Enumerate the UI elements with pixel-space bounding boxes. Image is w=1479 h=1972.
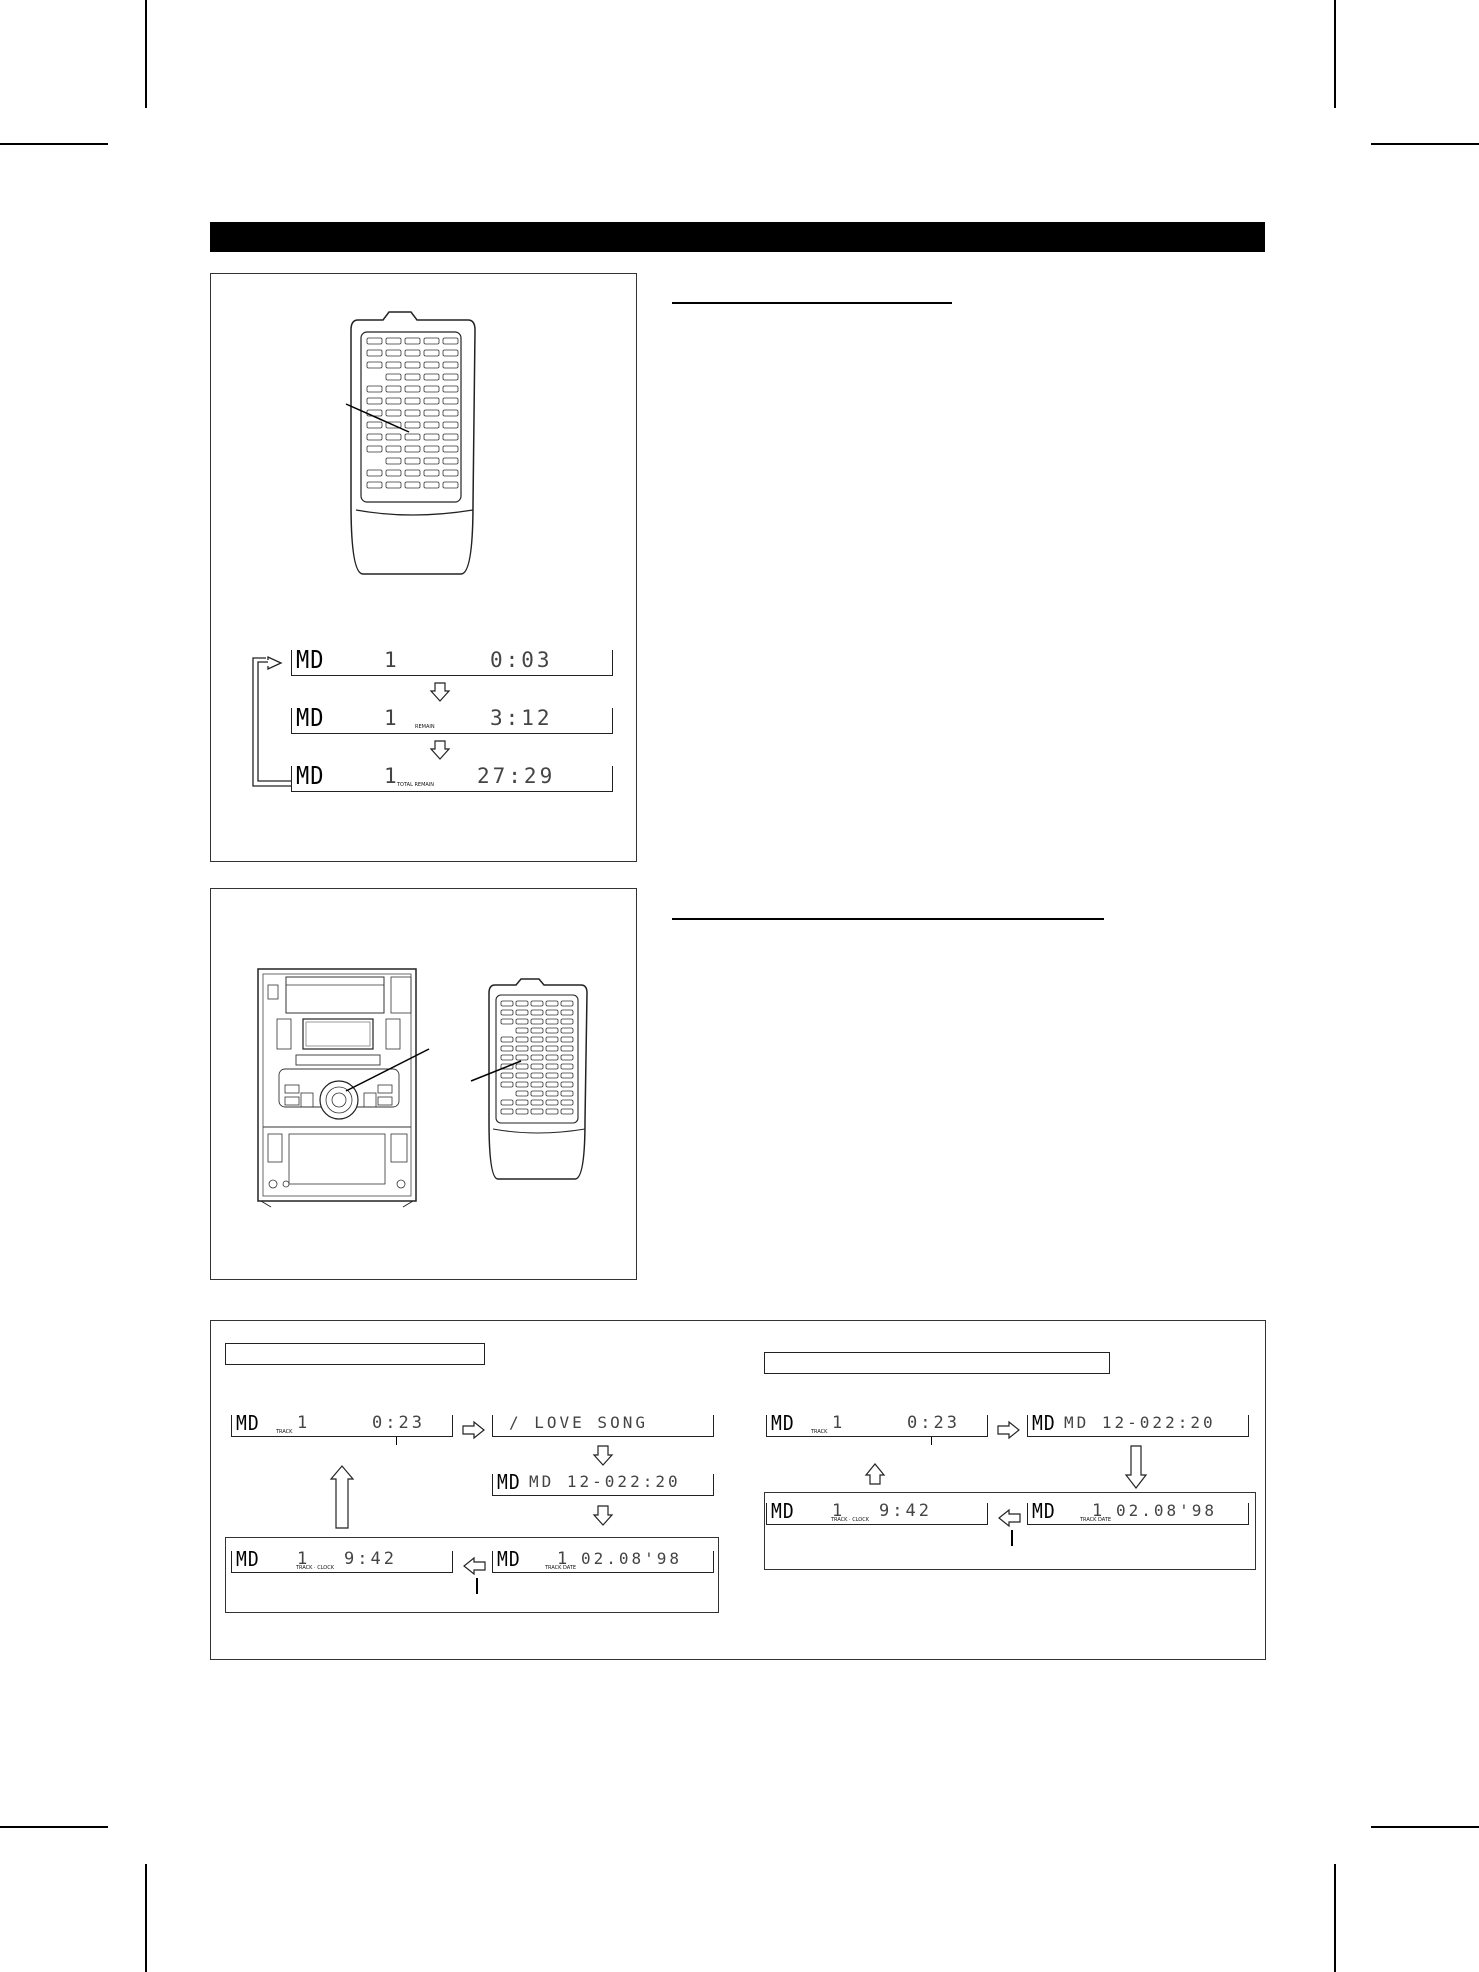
remote-key [531, 1010, 543, 1015]
remote-key [561, 1091, 573, 1096]
lcd-value: 02.08'98 [1116, 1501, 1218, 1520]
remote-key [531, 1037, 543, 1042]
up-arrow-icon [330, 1465, 354, 1529]
remote-display-panel [210, 273, 637, 862]
remote-key [531, 1064, 543, 1069]
lcd-value: MD 12-022:20 [529, 1472, 681, 1491]
remote-key [531, 1028, 543, 1033]
lcd-value: 02.08'98 [581, 1549, 683, 1568]
crop-mark [1371, 143, 1479, 145]
remote-key [531, 1100, 543, 1105]
remote-key [561, 1010, 573, 1015]
remote-key [531, 1019, 543, 1024]
lcd-display [1027, 1499, 1249, 1525]
remote-key [501, 1001, 513, 1006]
remote-key [516, 1091, 528, 1096]
remote-key [546, 1064, 558, 1069]
remote-key [561, 1082, 573, 1087]
lcd-mode: MD [296, 704, 325, 733]
crop-mark [145, 0, 147, 108]
lcd-display [492, 1547, 714, 1573]
remote-key [531, 1082, 543, 1087]
crop-mark [0, 143, 108, 145]
lcd-indicator: TOTAL REMAIN [397, 782, 435, 788]
section-heading-rule [672, 302, 952, 304]
lcd-track: 1 [832, 1413, 843, 1433]
left-arrow-icon [462, 1557, 486, 1575]
remote-key [546, 1037, 558, 1042]
remote-key [531, 1046, 543, 1051]
remote-key [501, 1073, 513, 1078]
remote-key [501, 1019, 513, 1024]
crop-mark [1334, 0, 1336, 108]
lcd-value: 9:42 [879, 1501, 932, 1521]
lcd-display [1027, 1411, 1249, 1437]
crop-mark [1334, 1864, 1336, 1972]
crop-mark [145, 1864, 147, 1972]
remote-key [561, 1109, 573, 1114]
lcd-mode: MD [236, 1547, 260, 1572]
left-arrow-icon [997, 1509, 1021, 1527]
pointer-line [1011, 1530, 1013, 1546]
remote-key [516, 1100, 528, 1105]
lcd-track: 1 [297, 1413, 308, 1433]
remote-key [501, 1100, 513, 1105]
lcd-mode: MD [296, 762, 325, 791]
pointer-line [931, 1437, 932, 1445]
remote-key [516, 1082, 528, 1087]
crop-mark [0, 1826, 108, 1828]
down-arrow-icon [593, 1445, 613, 1467]
section-heading-rule [672, 918, 1104, 920]
remote-key [531, 1109, 543, 1114]
remote-key [546, 1001, 558, 1006]
remote-key [546, 1046, 558, 1051]
lcd-mode: MD [1032, 1411, 1056, 1436]
lcd-value: 0:23 [907, 1413, 960, 1433]
remote-key [516, 1019, 528, 1024]
lcd-indicator: REMAIN [415, 724, 435, 730]
lcd-track: 1 [557, 1549, 568, 1569]
lcd-display [766, 1499, 988, 1525]
remote-key [501, 1082, 513, 1087]
remote-key [516, 1001, 528, 1006]
lcd-mode: MD [497, 1547, 521, 1572]
unit-and-remote-panel [210, 888, 637, 1280]
remote-key [546, 1028, 558, 1033]
remote-key [531, 1001, 543, 1006]
remote-key [501, 1109, 513, 1114]
remote-key [561, 1073, 573, 1078]
remote-key [516, 1028, 528, 1033]
remote-key [561, 1046, 573, 1051]
right-arrow-icon [462, 1421, 486, 1439]
lcd-indicator: TRACK DATE [1080, 1517, 1112, 1523]
lcd-track: 1 [384, 648, 397, 672]
lcd-indicator: TRACK [276, 1429, 293, 1435]
remote-key [546, 1109, 558, 1114]
remote-key [561, 1064, 573, 1069]
lcd-track: 1 [832, 1501, 843, 1521]
remote-key [531, 1055, 543, 1060]
pointer-line [476, 1578, 478, 1594]
remote-key [501, 1010, 513, 1015]
lcd-display [231, 1547, 453, 1573]
remote-key [561, 1001, 573, 1006]
remote-key [516, 1037, 528, 1042]
remote-key [516, 1073, 528, 1078]
section-title-bar [210, 222, 1265, 252]
remote-key [546, 1019, 558, 1024]
remote-key [561, 1028, 573, 1033]
lcd-time: 0:03 [490, 648, 553, 672]
lcd-mode: MD [236, 1411, 260, 1436]
lcd-track: 1 [297, 1549, 308, 1569]
lcd-value: 9:42 [344, 1549, 397, 1569]
remote-key [546, 1100, 558, 1105]
remote-key [501, 1055, 513, 1060]
remote-control-illustration [211, 889, 638, 1281]
lcd-track: 1 [384, 706, 397, 730]
remote-key [516, 1046, 528, 1051]
remote-key [561, 1019, 573, 1024]
lcd-mode: MD [497, 1470, 521, 1495]
down-arrow-icon [593, 1505, 613, 1527]
remote-key [516, 1109, 528, 1114]
remote-key [501, 1037, 513, 1042]
lcd-value: 0:23 [372, 1413, 425, 1433]
pointer-line [396, 1437, 397, 1445]
crop-mark [1371, 1826, 1479, 1828]
lcd-mode: MD [771, 1411, 795, 1436]
remote-key [546, 1055, 558, 1060]
remote-key [531, 1091, 543, 1096]
lcd-time: 3:12 [490, 706, 553, 730]
remote-key [531, 1073, 543, 1078]
lcd-mode: MD [1032, 1499, 1056, 1524]
lcd-track: 1 [384, 764, 397, 788]
lcd-display [231, 1411, 453, 1437]
remote-key [561, 1100, 573, 1105]
right-arrow-icon [997, 1421, 1021, 1439]
lcd-display [766, 1411, 988, 1437]
lcd-indicator: TRACK DATE [545, 1565, 577, 1571]
remote-key [561, 1055, 573, 1060]
lcd-time: 27:29 [477, 764, 556, 788]
remote-key [501, 1046, 513, 1051]
remote-key [516, 1064, 528, 1069]
remote-key [516, 1010, 528, 1015]
remote-key [546, 1073, 558, 1078]
lcd-mode: MD [296, 646, 325, 675]
loop-arrow-icon [211, 274, 638, 863]
remote-key [546, 1010, 558, 1015]
lcd-track: 1 [1092, 1501, 1103, 1521]
lcd-value: MD 12-022:20 [1064, 1413, 1216, 1432]
display-sequence-panel [210, 1320, 1266, 1660]
lcd-mode: MD [771, 1499, 795, 1524]
sequence-label-box [764, 1352, 1110, 1374]
remote-key [546, 1091, 558, 1096]
lcd-display [492, 1470, 714, 1496]
lcd-display [492, 1415, 714, 1437]
up-arrow-icon [865, 1463, 885, 1485]
lcd-indicator: TRACK [811, 1429, 828, 1435]
down-arrow-icon [1125, 1445, 1147, 1489]
remote-key [546, 1082, 558, 1087]
remote-key [561, 1037, 573, 1042]
lcd-value: / LOVE SONG [509, 1413, 648, 1432]
lcd-indicator: TRACK · CLOCK [296, 1565, 335, 1571]
lcd-indicator: TRACK · CLOCK [831, 1517, 870, 1523]
remote-key [516, 1055, 528, 1060]
sequence-label-box [225, 1343, 485, 1365]
